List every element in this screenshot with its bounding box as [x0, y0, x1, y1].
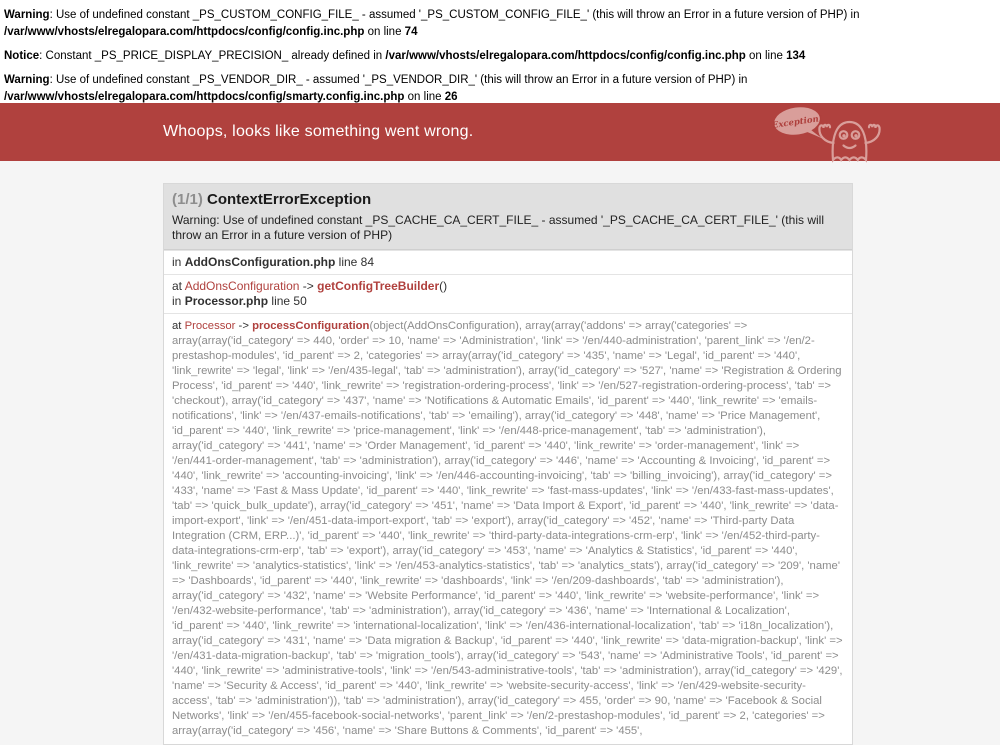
trace-file-name: AddOnsConfiguration.php — [184, 255, 336, 269]
in-prefix: in — [172, 255, 185, 269]
warning-label: Warning — [4, 9, 50, 21]
warning-line-number: 134 — [786, 50, 806, 62]
at-prefix: at — [172, 320, 185, 332]
method-parens: () — [439, 279, 448, 293]
php-warnings-section — [0, 0, 1000, 103]
warning-label: Warning — [4, 74, 50, 86]
ghost-eyes — [842, 134, 857, 137]
trace-call-row-2 — [164, 313, 852, 744]
arrow-operator: -> — [235, 320, 253, 332]
exception-banner — [0, 103, 1000, 161]
at-prefix: at — [172, 279, 185, 293]
exception-speech-bubble — [773, 104, 826, 147]
trace-location-row-1 — [164, 250, 852, 274]
warning-on-line-text: on line — [745, 50, 787, 62]
trace-arguments: (object(AddOnsConfiguration), array(array('addons' => array('categories' => array(array('id_category' => 440, 'order' => 10, 'name' => 'Administration', 'link' => '/en/440-administration', 'parent_link' => '/en/2-prestashop-modules', 'id_parent' => 2, 'categories' => array(array('id_category' => '435', 'name' => 'Legal', 'id_parent' => '440', 'link_rewrite' => 'legal', 'link' => '/en/435-legal', 'tab' => 'administration'), array('id_category' => '527', 'name' => 'Registration & Ordering Process', 'id_parent' => '440', 'link_rewrite' => 'registration-ordering-process', 'link' => '/en/527-registration-ordering-process', 'tab' => 'checkout'), array('id_category' => '437', 'name' => 'Notifications & Automatic Emails', 'id_parent' => '440', 'link_rewrite' => 'emails-notifications', 'link' => '/en/437-emails-notifications', 'tab' => 'emailing'), array('id_category' => '448', 'name' => 'Price Management', 'id_parent' => '440', 'link_rewrite' => 'price-management', 'link' => '/en/448-price-management', 'tab' => 'administration'), array('id_category' => '441', 'name' => 'Order Management', 'id_parent' => '440', 'link_rewrite' => 'order-management', 'link' => '/en/441-order-management', 'tab' => 'administration'), array('id_category' => '446', 'name' => 'Accounting & Invoicing', 'id_parent' => '440', 'link_rewrite' => 'accounting-invoicing', 'link' => '/en/446-accounting-invoicing', 'tab' => 'billing_invoicing'), array('id_category' => '433', 'name' => 'Fast & Mass Update', 'id_parent' => '440', 'link_rewrite' => 'fast-mass-updates', 'link' => '/en/433-fast-mass-updates', 'tab' => 'quick_bulk_update'), array('id_category' => '451', 'name' => 'Data Import & Export', 'id_parent' => '440', 'link_rewrite' => 'data-import-export', 'link' => '/en/451-data-import-export', 'tab' => 'export'), array('id_category' => '452', 'name' => 'Third-party Data Integration (CRM, ERP...)', 'id_parent' => '440', 'link_rewrite' => 'third-party-data-integrations-crm-erp', 'link' => '/en/452-third-party-data-integrations-crm-erp', 'tab' => 'export'), array('id_category' => '453', 'name' => 'Analytics & Statistics', 'id_parent' => '440', 'link_rewrite' => 'analytics-statistics', 'link' => '/en/453-analytics-statistics', 'tab' => 'analytics_stats'), array('id_category' => '209', 'name' => 'Dashboards', 'id_parent' => '440', 'link_rewrite' => 'dashboards', 'link' => '/en/209-dashboards', 'tab' => 'administration'), array('id_category' => '432', 'name' => 'Website Performance', 'id_parent' => '440', 'link_rewrite' => 'website-performance', 'link' => '/en/432-website-performance', 'tab' => 'administration'), array('id_category' => '436', 'name' => 'International & Localization', 'id_parent' => '440', 'link_rewrite' => 'international-localization', 'link' => '/en/436-international-localization', 'tab' => 'i18n_localization'), array('id_category' => '431', 'name' => 'Data migration & Backup', 'id_parent' => '440', 'link_rewrite' => 'data-migration-backup', 'link' => '/en/431-data-migration-backup', 'tab' => 'migration_tools'), array('id_category' => '543', 'name' => 'Administrative Tools', 'id_parent' => '440', 'link_rewrite' => 'administrative-tools', 'link' => '/en/543-administrative-tools', 'tab' => 'administration'), array('id_category' => '429', 'name' => 'Security & Access', 'id_parent' => '440', 'link_rewrite' => 'website-security-access', 'link' => '/en/429-website-security-access', 'tab' => 'administration')), 'tab' => 'administration'), array('id_category' => 455, 'order' => 90, 'name' => 'Facebook & Social Networks', 'link' => '/en/455-facebook-social-networks', 'parent_link' => '/en/2-prestashop-modules', 'id_parent' => 2, 'categories' => array(array('id_category' => '456', 'name' => 'Share Buttons & Comments', 'id_parent' => '455', — [172, 320, 843, 737]
exception-bubble-text: Exception! — [773, 113, 824, 131]
line-suffix: line 50 — [268, 294, 307, 308]
trace-file-name: Processor.php — [184, 294, 269, 308]
warning-file-path: /var/www/vhosts/elregalopara.com/httpdocs/config/smarty.config.inc.php — [4, 91, 405, 103]
exception-panel — [163, 183, 853, 745]
trace-class-link[interactable]: AddOnsConfiguration — [184, 279, 300, 293]
trace-method-name: processConfiguration — [252, 320, 370, 332]
exception-counter: (1/1) — [172, 191, 203, 208]
warning-text: : Use of undefined constant _PS_VENDOR_DIR_ - assumed '_PS_VENDOR_DIR_' (this will throw an Error in a future version of PHP) in — [49, 74, 748, 86]
trace-location-line — [172, 294, 844, 309]
trace-call-line — [172, 279, 844, 294]
warning-label: Notice — [4, 50, 40, 62]
banner-message: Whoops, looks like something went wrong. — [163, 123, 474, 140]
warning-line-number: 74 — [404, 26, 418, 38]
warning-text: : Constant _PS_PRICE_DISPLAY_PRECISION_ already defined in — [39, 50, 386, 62]
exception-message: Warning: Use of undefined constant _PS_CACHE_CA_CERT_FILE_ - assumed '_PS_CACHE_CA_CERT_FILE_' (this will throw an Error in a future version of PHP) — [172, 213, 824, 242]
exception-header — [164, 184, 852, 250]
warning-file-path: /var/www/vhosts/elregalopara.com/httpdocs/config/config.inc.php — [385, 50, 746, 62]
in-prefix: in — [172, 294, 185, 308]
exception-ghost-icon — [773, 104, 883, 164]
ghost-shape — [819, 122, 879, 160]
warning-text: : Use of undefined constant _PS_CUSTOM_CONFIG_FILE_ - assumed '_PS_CUSTOM_CONFIG_FILE_' (this will throw an Error in a future version of PHP) in — [49, 9, 860, 21]
php-warning-3 — [4, 72, 998, 103]
warning-line-number: 26 — [444, 91, 458, 103]
trace-method-name: getConfigTreeBuilder — [317, 279, 440, 293]
php-warning-2 — [4, 48, 998, 65]
exception-title-line — [172, 190, 844, 210]
exception-class-name: ContextErrorException — [207, 191, 372, 208]
warning-file-path: /var/www/vhosts/elregalopara.com/httpdocs/config/config.inc.php — [4, 26, 365, 38]
warning-on-line-text: on line — [364, 26, 405, 38]
trace-call-row-1 — [164, 274, 852, 313]
warning-on-line-text: on line — [404, 91, 445, 103]
php-warning-1 — [4, 7, 998, 41]
trace-class-link[interactable]: Processor — [184, 320, 236, 332]
arrow-operator: -> — [299, 279, 318, 293]
exception-content — [0, 161, 1000, 745]
line-suffix: line 84 — [335, 255, 375, 269]
